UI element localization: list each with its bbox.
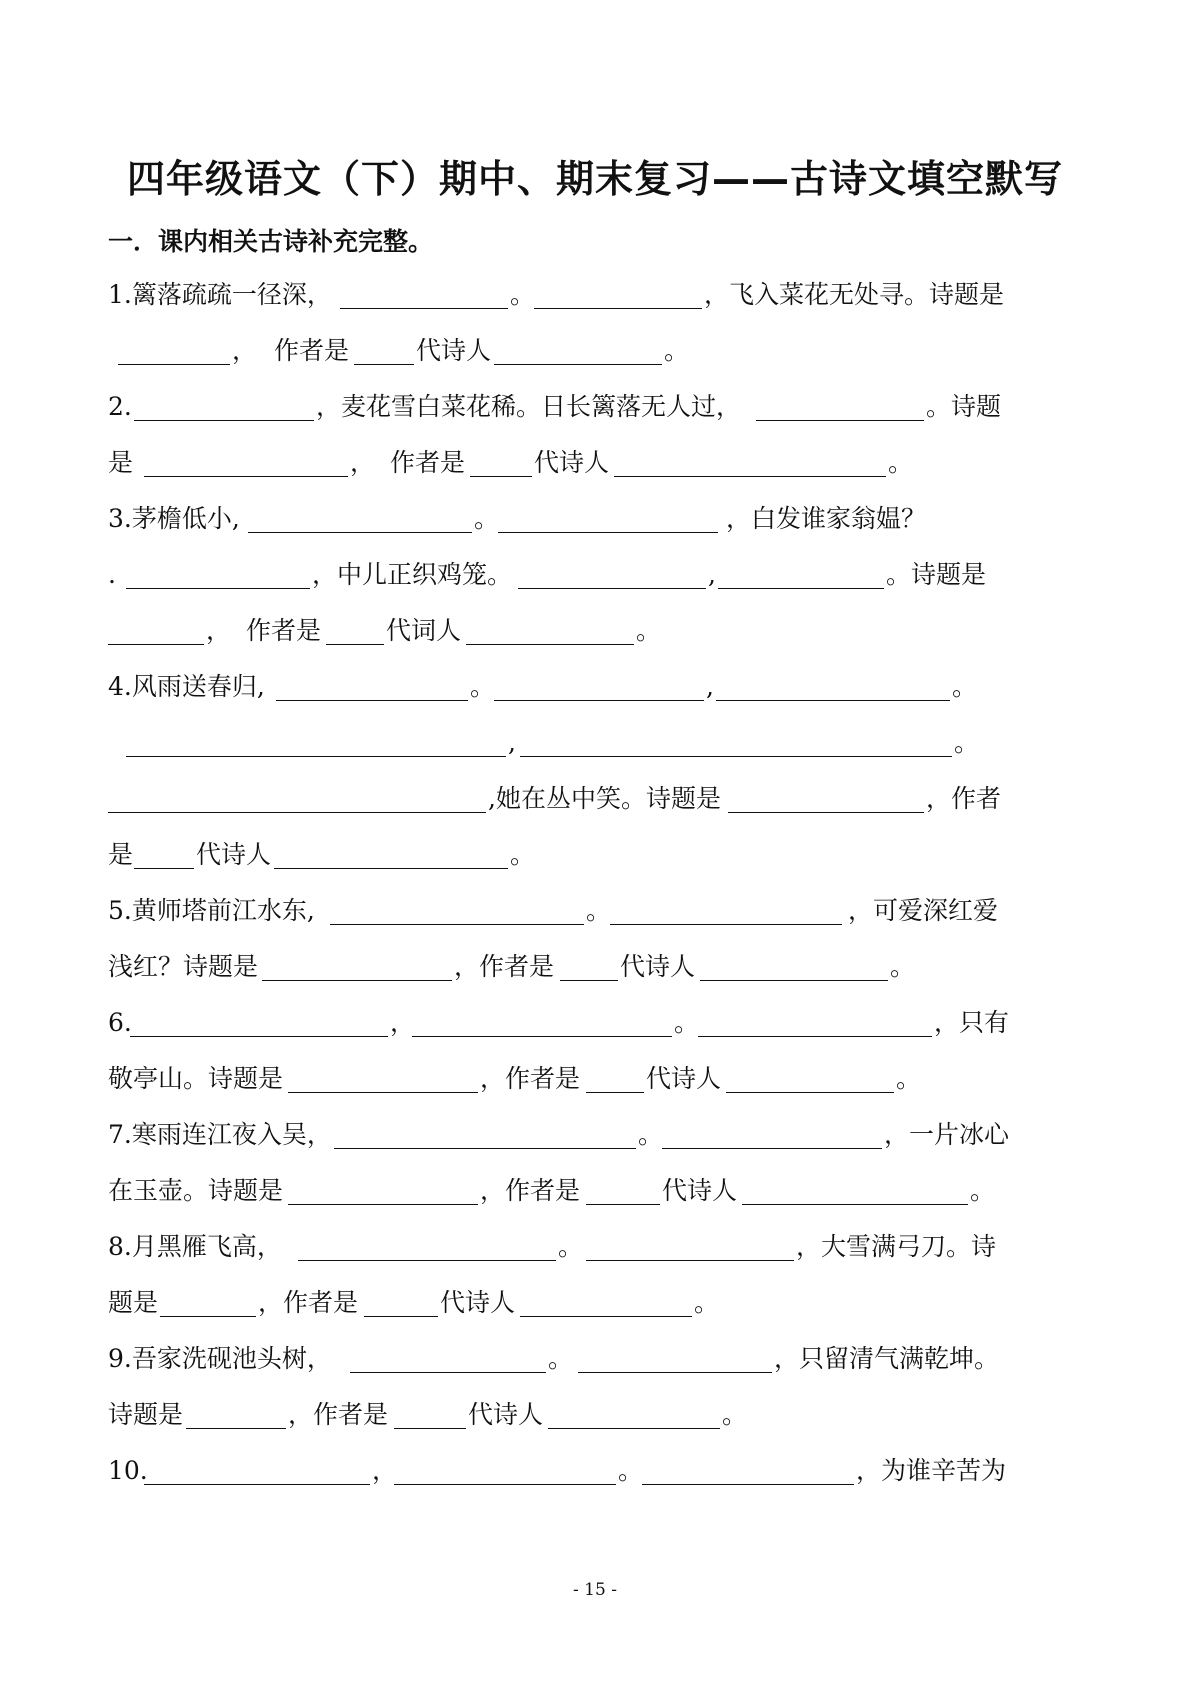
answer-blank[interactable] — [726, 1062, 894, 1093]
answer-blank[interactable] — [186, 1398, 286, 1429]
answer-blank[interactable] — [394, 1454, 616, 1485]
line-text: 2. — [108, 392, 132, 421]
answer-blank[interactable] — [520, 726, 952, 757]
answer-blank[interactable] — [470, 446, 532, 477]
answer-blank[interactable] — [560, 950, 618, 981]
line-text: 7.寒雨连江夜入吴， — [108, 1120, 332, 1149]
line-text: ， — [390, 1008, 416, 1037]
answer-blank[interactable] — [698, 1006, 932, 1037]
line-text: 。诗题 — [926, 392, 1002, 421]
answer-blank[interactable] — [160, 1286, 256, 1317]
answer-blank[interactable] — [126, 558, 310, 589]
line-text: 代诗人 — [646, 1064, 722, 1093]
line-text: 1.篱落疏疏一径深， — [108, 280, 332, 309]
line-text: 代诗人 — [534, 448, 610, 477]
line-text: 。 — [952, 672, 978, 701]
line-text: 作者是 — [274, 336, 350, 365]
line-text: 代诗人 — [468, 1400, 544, 1429]
answer-blank[interactable] — [248, 502, 472, 533]
line-text: ，作者是 — [480, 1064, 581, 1093]
line-text: 代诗人 — [662, 1176, 738, 1205]
line-text: 。 — [548, 1344, 574, 1373]
exercise-line — [108, 614, 1083, 670]
answer-blank[interactable] — [662, 1118, 882, 1149]
line-text: 9.吾家洗砚池头树， — [108, 1344, 332, 1373]
line-text: 。 — [694, 1288, 720, 1317]
line-text: , — [708, 560, 716, 589]
answer-blank[interactable] — [718, 558, 884, 589]
answer-blank[interactable] — [276, 670, 468, 701]
answer-blank[interactable] — [354, 334, 414, 365]
exercise-line — [108, 1174, 1083, 1230]
answer-blank[interactable] — [144, 1454, 370, 1485]
line-text: ,她在丛中笑。诗题是 — [488, 784, 721, 813]
answer-blank[interactable] — [586, 1174, 660, 1205]
line-text: ，白发谁家翁媪？ — [726, 504, 927, 533]
line-text: 诗题是 — [108, 1400, 184, 1429]
answer-blank[interactable] — [742, 1174, 968, 1205]
line-text: ，作者是 — [288, 1400, 389, 1429]
answer-blank[interactable] — [610, 894, 842, 925]
answer-blank[interactable] — [108, 782, 486, 813]
line-text: 作者是 — [390, 448, 466, 477]
exercise-line — [108, 950, 1083, 1006]
answer-blank[interactable] — [134, 838, 194, 869]
answer-blank[interactable] — [298, 1230, 556, 1261]
exercise-line — [108, 334, 1083, 390]
line-text: 代诗人 — [416, 336, 492, 365]
line-text: 题是 — [108, 1288, 159, 1317]
answer-blank[interactable] — [518, 558, 706, 589]
line-text: 敬亭山。诗题是 — [108, 1064, 284, 1093]
answer-blank[interactable] — [394, 1398, 466, 1429]
answer-blank[interactable] — [494, 670, 704, 701]
line-text: ，作者是 — [258, 1288, 359, 1317]
line-text: ，大雪满弓刀。诗 — [796, 1232, 997, 1261]
line-text: ，可爱深红爱 — [848, 896, 999, 925]
line-text: 。 — [636, 616, 662, 645]
answer-blank[interactable] — [350, 1342, 546, 1373]
line-text: 10. — [108, 1456, 148, 1485]
line-text: ，只有 — [934, 1008, 1010, 1037]
exercise-line — [108, 1118, 1083, 1174]
line-text: ， — [350, 448, 376, 477]
line-text: ，中儿正织鸡笼。 — [312, 560, 513, 589]
answer-blank[interactable] — [586, 1062, 644, 1093]
exercise-content — [108, 278, 1083, 1510]
exercise-line — [108, 446, 1083, 502]
line-text: 。 — [638, 1120, 664, 1149]
exercise-line — [108, 390, 1083, 446]
line-text: 。诗题是 — [886, 560, 987, 589]
exercise-line — [108, 670, 1083, 726]
line-text: . — [108, 560, 116, 589]
exercise-line — [108, 782, 1083, 838]
answer-blank[interactable] — [614, 446, 886, 477]
answer-blank[interactable] — [340, 278, 508, 309]
exercise-line — [108, 838, 1083, 894]
answer-blank[interactable] — [498, 502, 718, 533]
line-text: 浅红？诗题是 — [108, 952, 259, 981]
answer-blank[interactable] — [288, 1062, 478, 1093]
answer-blank[interactable] — [466, 614, 634, 645]
answer-blank[interactable] — [134, 390, 314, 421]
line-text: 3.茅檐低小, — [108, 504, 240, 533]
answer-blank[interactable] — [326, 614, 384, 645]
line-text: ，作者是 — [480, 1176, 581, 1205]
line-text: ，为谁辛苦为 — [856, 1456, 1007, 1485]
answer-blank[interactable] — [364, 1286, 438, 1317]
line-text: ， — [372, 1456, 398, 1485]
line-text: ，飞入菜花无处寻。诗题是 — [704, 280, 1005, 309]
answer-blank[interactable] — [108, 614, 204, 645]
line-text: 是 — [108, 840, 134, 869]
line-text: 代诗人 — [196, 840, 272, 869]
exercise-line — [108, 1454, 1083, 1510]
line-text: 作者是 — [246, 616, 322, 645]
answer-blank[interactable] — [130, 1006, 388, 1037]
line-text: 。 — [970, 1176, 996, 1205]
line-text: , — [508, 728, 516, 757]
line-text: ，作者是 — [454, 952, 555, 981]
answer-blank[interactable] — [578, 1342, 772, 1373]
line-text: ，只留清气满乾坤。 — [774, 1344, 1000, 1373]
line-text: 在玉壶。诗题是 — [108, 1176, 284, 1205]
exercise-line — [108, 1398, 1083, 1454]
exercise-line — [108, 1062, 1083, 1118]
line-text: 8.月黑雁飞高， — [108, 1232, 282, 1261]
line-text: 。 — [890, 952, 916, 981]
line-text: 代词人 — [386, 616, 462, 645]
line-text: 是 — [108, 448, 134, 477]
line-text: 。 — [896, 1064, 922, 1093]
answer-blank[interactable] — [494, 334, 662, 365]
line-text: 。 — [674, 1008, 700, 1037]
answer-blank[interactable] — [716, 670, 950, 701]
page-number: - 15 - — [573, 1580, 617, 1600]
section-heading: 一．课内相关古诗补充完整。 — [108, 227, 434, 256]
exercise-line — [108, 1286, 1083, 1342]
line-text: 。 — [586, 896, 612, 925]
line-text: 。 — [470, 672, 496, 701]
page-title: 四年级语文（下）期中、期末复习——古诗文填空默写 — [126, 157, 1063, 201]
answer-blank[interactable] — [330, 894, 584, 925]
answer-blank[interactable] — [548, 1398, 720, 1429]
answer-blank[interactable] — [126, 726, 506, 757]
line-text: 代诗人 — [440, 1288, 516, 1317]
answer-blank[interactable] — [756, 390, 924, 421]
line-text: ，麦花雪白菜花稀。日长篱落无人过， — [316, 392, 742, 421]
line-text: , — [706, 672, 714, 701]
answer-blank[interactable] — [274, 838, 508, 869]
line-text: 4.风雨送春归, — [108, 672, 265, 701]
exercise-line — [108, 558, 1083, 614]
line-text: 5.黄师塔前江水东, — [108, 896, 315, 925]
answer-blank[interactable] — [118, 334, 230, 365]
answer-blank[interactable] — [520, 1286, 692, 1317]
line-text: 。 — [722, 1400, 748, 1429]
line-text: 。 — [510, 840, 536, 869]
exercise-line — [108, 1342, 1083, 1398]
answer-blank[interactable] — [586, 1230, 794, 1261]
answer-blank[interactable] — [288, 1174, 478, 1205]
line-text: 。 — [510, 280, 536, 309]
line-text: 。 — [474, 504, 500, 533]
exercise-line — [108, 1006, 1083, 1062]
line-text: 。 — [618, 1456, 644, 1485]
line-text: ，一片冰心 — [884, 1120, 1010, 1149]
line-text: 。 — [888, 448, 914, 477]
exercise-line — [108, 726, 1083, 782]
line-text: ， — [206, 616, 232, 645]
line-text: 。 — [954, 728, 980, 757]
answer-blank[interactable] — [534, 278, 702, 309]
exercise-line — [108, 894, 1083, 950]
answer-blank[interactable] — [144, 446, 348, 477]
answer-blank[interactable] — [728, 782, 924, 813]
answer-blank[interactable] — [262, 950, 452, 981]
line-text: ， — [232, 336, 258, 365]
answer-blank[interactable] — [700, 950, 888, 981]
line-text: 代诗人 — [620, 952, 696, 981]
exercise-line — [108, 278, 1083, 334]
line-text: ，作者 — [926, 784, 1002, 813]
line-text: 。 — [558, 1232, 584, 1261]
exercise-line — [108, 502, 1083, 558]
answer-blank[interactable] — [412, 1006, 672, 1037]
line-text: 。 — [664, 336, 690, 365]
answer-blank[interactable] — [642, 1454, 854, 1485]
line-text: 6. — [108, 1008, 132, 1037]
exercise-line — [108, 1230, 1083, 1286]
answer-blank[interactable] — [334, 1118, 636, 1149]
